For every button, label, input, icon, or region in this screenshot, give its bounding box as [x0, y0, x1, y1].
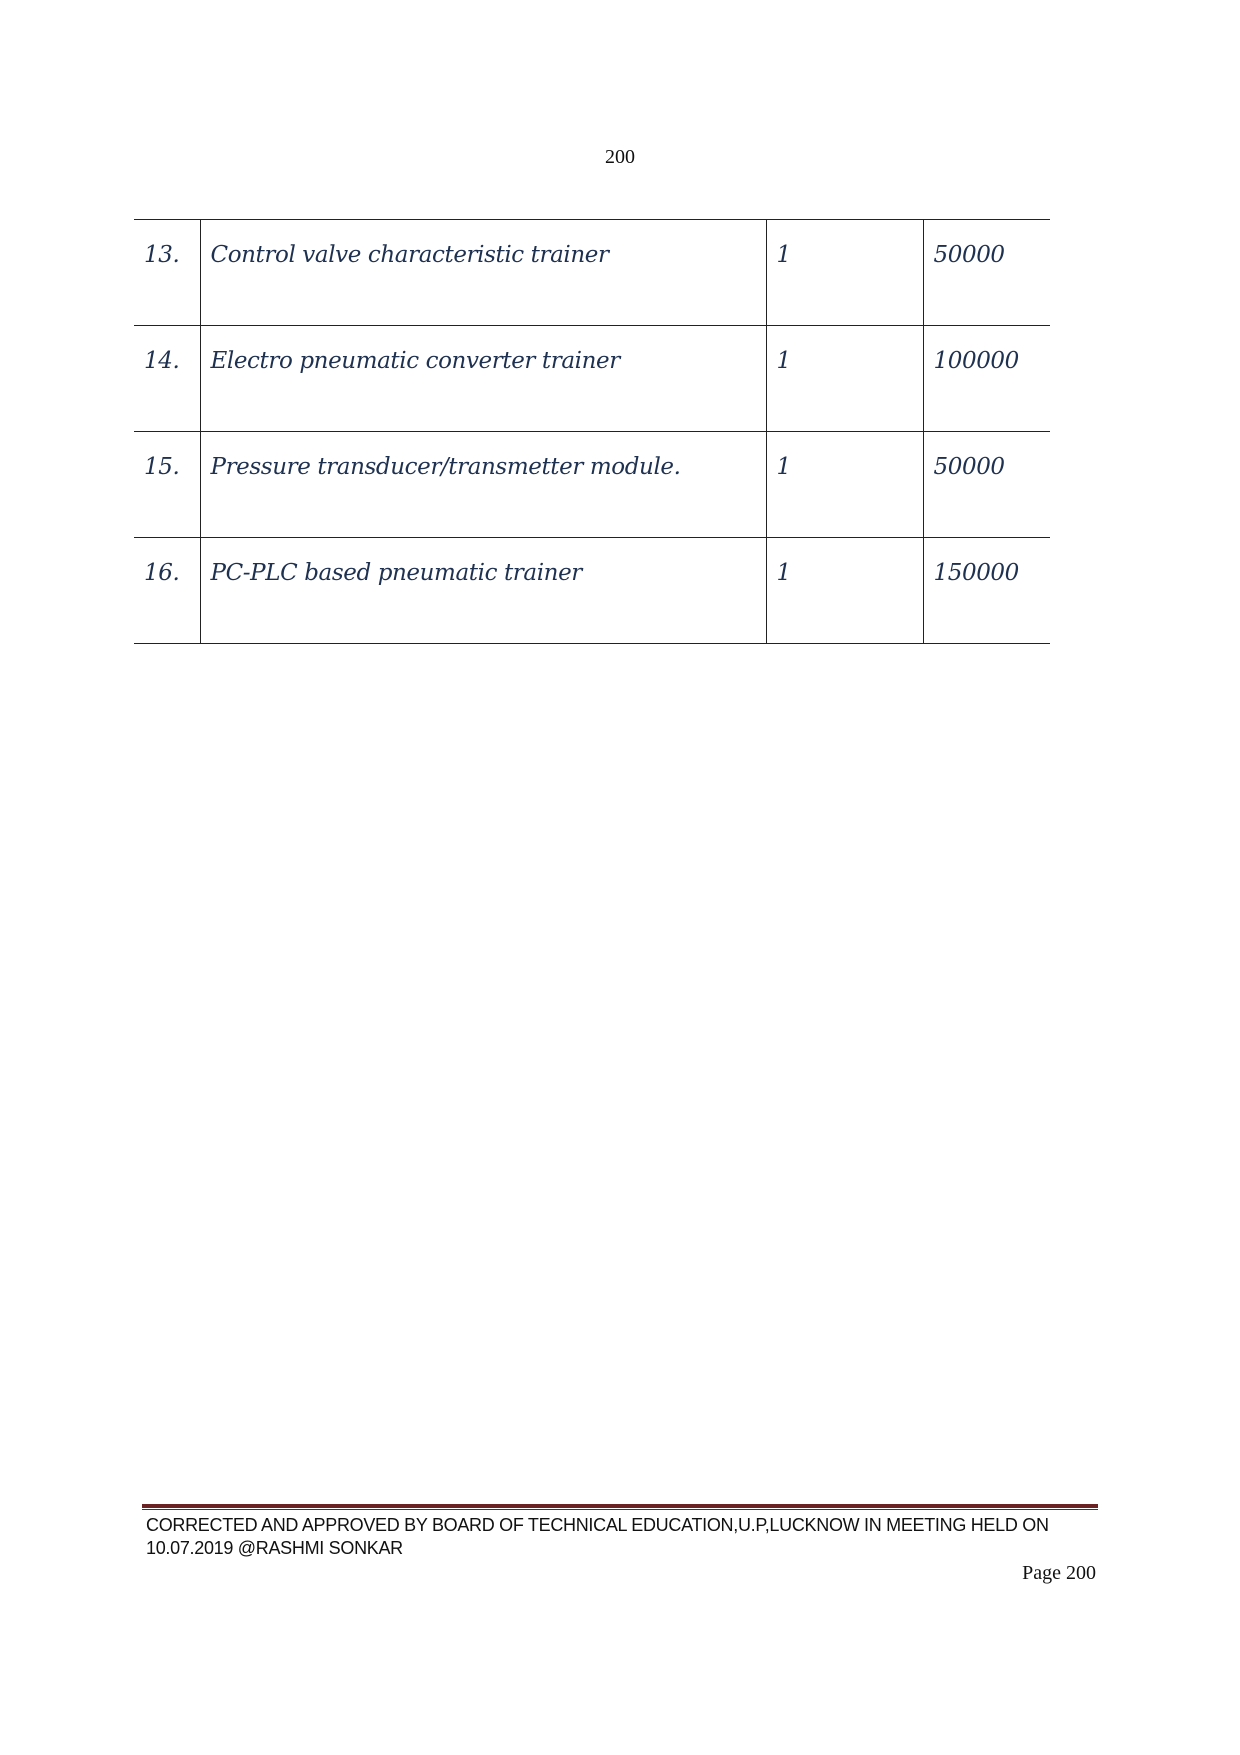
quantity-cell: 1	[766, 432, 923, 538]
serial-number-cell: 13.	[134, 220, 200, 326]
description-cell: Control valve characteristic trainer	[200, 220, 766, 326]
cost-cell: 50000	[923, 220, 1050, 326]
table-row	[134, 538, 1050, 644]
page-number-top: 200	[605, 146, 635, 168]
footer-divider-thick	[142, 1504, 1098, 1508]
footer-page-label: Page 200	[1022, 1562, 1096, 1584]
quantity-cell: 1	[766, 326, 923, 432]
footer-line-1: CORRECTED AND APPROVED BY BOARD OF TECHNICAL EDUCATION,U.P,LUCKNOW IN MEETING HELD ON	[146, 1515, 1049, 1535]
cost-cell: 150000	[923, 538, 1050, 644]
description-cell: PC-PLC based pneumatic trainer	[200, 538, 766, 644]
footer-line-2: 10.07.2019 @RASHMI SONKAR	[146, 1538, 403, 1558]
quantity-cell: 1	[766, 538, 923, 644]
table-row	[134, 326, 1050, 432]
serial-number-cell: 14.	[134, 326, 200, 432]
quantity-cell: 1	[766, 220, 923, 326]
table-row	[134, 432, 1050, 538]
footer-divider	[142, 1504, 1098, 1510]
table-row	[134, 220, 1050, 326]
description-cell: Pressure transducer/transmetter module.	[200, 432, 766, 538]
equipment-table	[134, 219, 1050, 644]
footer-approval-note	[146, 1514, 1096, 1560]
serial-number-cell: 15.	[134, 432, 200, 538]
description-cell: Electro pneumatic converter trainer	[200, 326, 766, 432]
serial-number-cell: 16.	[134, 538, 200, 644]
cost-cell: 50000	[923, 432, 1050, 538]
footer-divider-thin	[142, 1509, 1098, 1510]
cost-cell: 100000	[923, 326, 1050, 432]
